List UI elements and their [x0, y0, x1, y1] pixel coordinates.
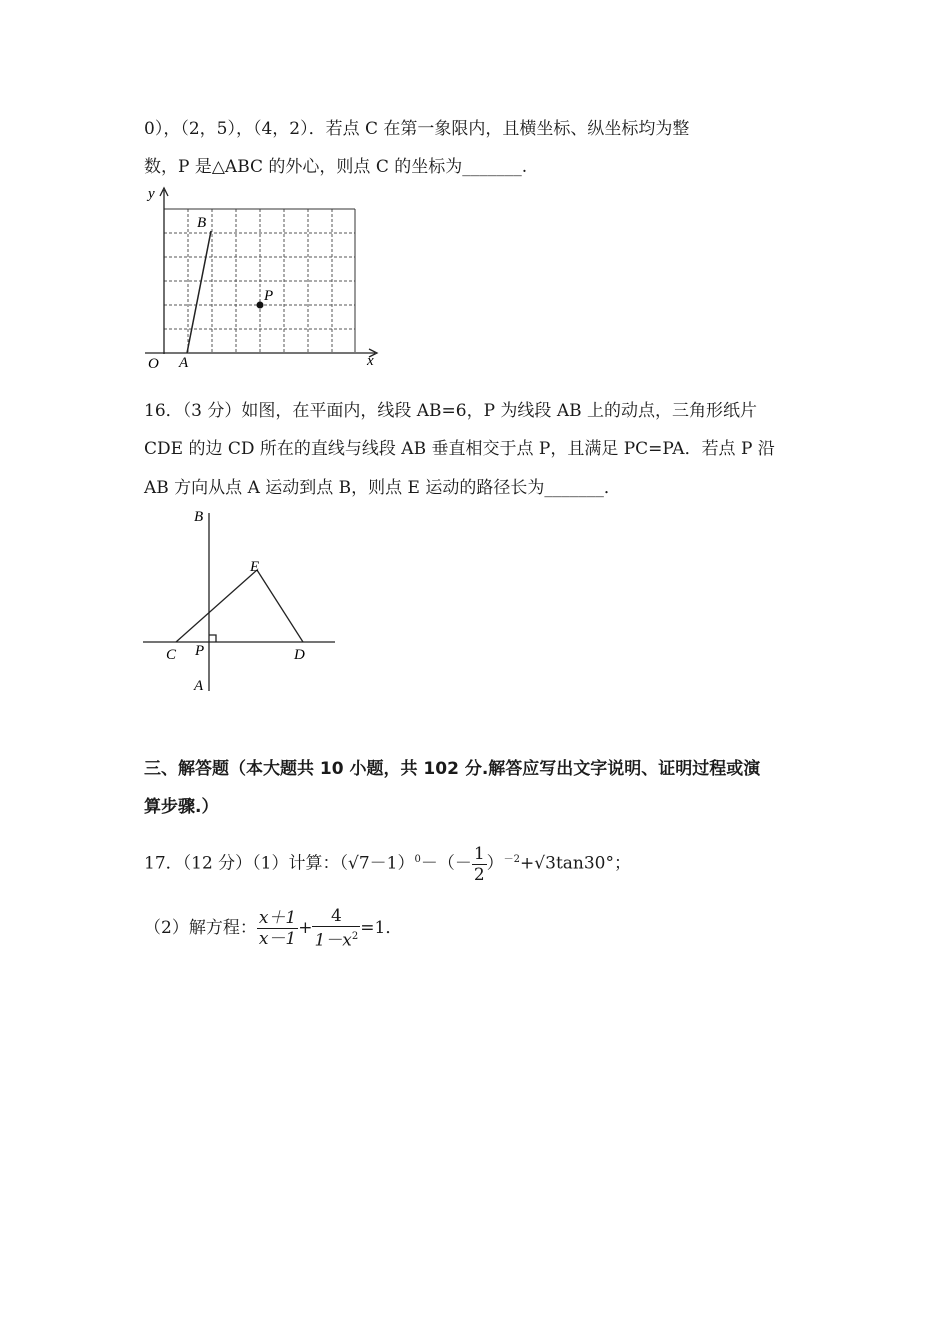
fraction-num: 1	[473, 843, 485, 864]
exp-neg2: －2	[503, 854, 521, 865]
figure-15-grid	[140, 182, 380, 372]
f2-den-exp: 2	[351, 931, 359, 943]
root-3: √3	[534, 853, 556, 874]
segment-ab	[187, 231, 211, 353]
f2-den-text: 1－x	[314, 930, 352, 951]
q16-line1: 16．（3 分）如图，在平面内，线段 AB=6，P 为线段 AB 上的动点，三角形纸片	[144, 401, 758, 421]
section3-line2: 算步骤.）	[144, 797, 219, 817]
label-p: P	[264, 288, 274, 304]
q16-line2: CDE 的边 CD 所在的直线与线段 AB 垂直相交于点 P，且满足 PC=PA．若点 P 沿	[144, 439, 775, 459]
axes	[145, 188, 377, 357]
f2-num: 4	[312, 906, 360, 927]
q17-part1-mid: －1）	[369, 853, 415, 874]
fraction-x-plus-1-over-x-minus-1	[257, 908, 298, 949]
label-p: P	[195, 643, 205, 659]
grid-lines	[164, 209, 355, 352]
q15-line2: 数，P 是△ABC 的外心，则点 C 的坐标为_______.	[144, 157, 528, 177]
q17-part1	[144, 840, 632, 885]
q17-part2-eq: =1．	[360, 918, 403, 938]
label-d: D	[294, 647, 305, 663]
q17-part1-close: ）	[486, 853, 504, 874]
label-a: A	[179, 355, 189, 371]
root-7: √7	[347, 853, 370, 874]
label-x: x	[367, 353, 374, 369]
q17-part1-plus: +	[520, 853, 535, 874]
edge-ed	[257, 570, 303, 642]
q17-part1-minus: －（－	[420, 853, 472, 874]
label-y: y	[148, 186, 155, 202]
fraction-den: 2	[473, 864, 485, 885]
q17-part1-tail: tan30°；	[555, 853, 632, 874]
section3-line1: 三、解答题（本大题共 10 小题，共 102 分.解答应写出文字说明、证明过程或演	[144, 759, 761, 779]
q17-part2-prefix: （2）解方程：	[144, 918, 257, 938]
f2-den	[312, 927, 360, 951]
q17-part2-plus: +	[298, 918, 313, 938]
f1-den: x－1	[258, 929, 297, 949]
label-a: A	[194, 678, 204, 694]
label-c: C	[166, 647, 177, 663]
edge-ce	[176, 570, 257, 642]
label-b: B	[197, 215, 207, 231]
exp-0: 0	[414, 854, 421, 865]
right-angle-mark	[209, 635, 216, 642]
fraction-one-half	[472, 844, 487, 885]
fraction-4-over-1-minus-x2	[312, 906, 360, 951]
q16-line3: AB 方向从点 A 运动到点 B，则点 E 运动的路径长为_______．	[144, 478, 621, 498]
label-o: O	[148, 356, 159, 372]
q15-line1: 0），（2，5），（4，2）．若点 C 在第一象限内，且横坐标、纵坐标均为整	[144, 119, 690, 139]
q17-part1-prefix: 17．（12 分）（1）计算：（	[144, 853, 348, 874]
label-b: B	[194, 509, 204, 525]
q17-part2	[144, 902, 402, 954]
figure-16-triangle	[140, 503, 340, 698]
point-p	[257, 302, 264, 309]
f1-num: x＋1	[258, 908, 297, 928]
label-e: E	[250, 559, 260, 575]
